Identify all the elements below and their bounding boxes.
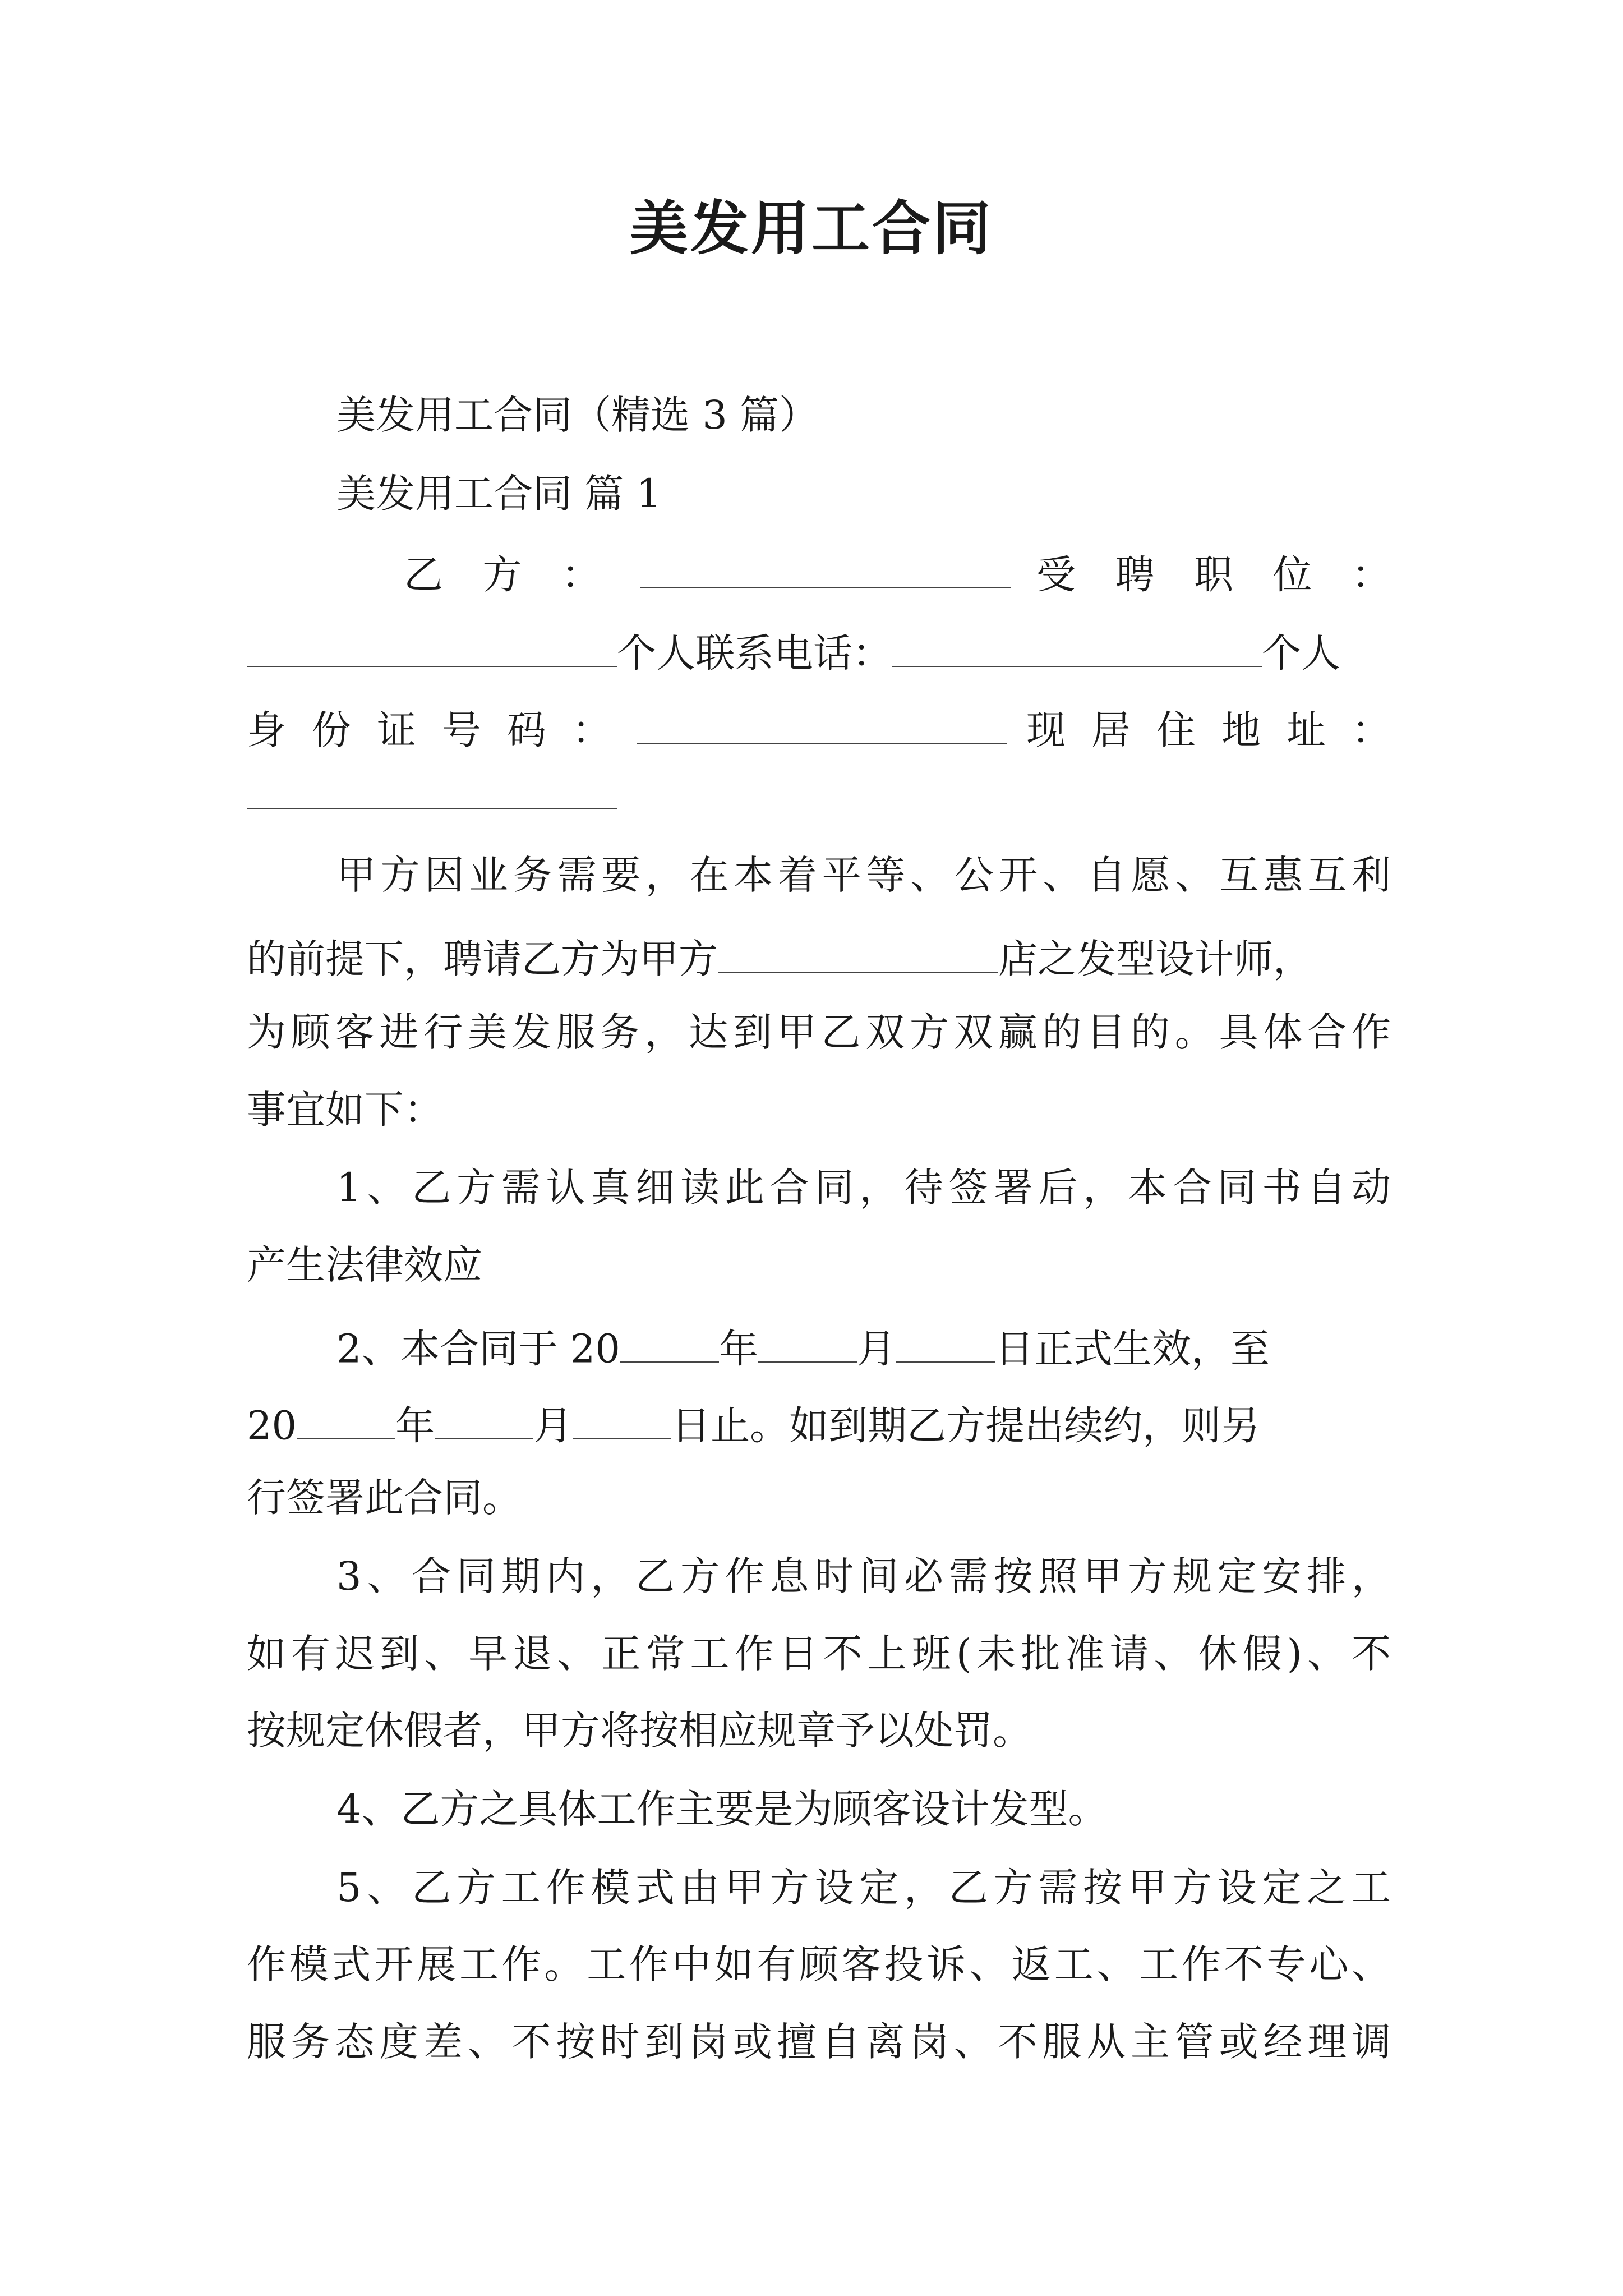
- party-b-blank: [640, 550, 1011, 588]
- id-line: [247, 705, 1391, 753]
- end-month-blank: [435, 1401, 533, 1439]
- id-prefix: 个人: [1262, 630, 1340, 677]
- intro-line-3: 为顾客进行美发服务，达到甲乙双方双赢的目的。具体合作: [247, 1009, 1391, 1055]
- clause-4: 4、乙方之具体工作主要是为顾客设计发型。: [336, 1786, 1108, 1832]
- phone-blank: [892, 628, 1262, 667]
- intro-line-1: 甲方因业务需要，在本着平等、公开、自愿、互惠互利: [336, 852, 1391, 898]
- document-title: 美发用工合同: [629, 194, 993, 263]
- clause-5-line-1: 5、乙方工作模式由甲方设定，乙方需按甲方设定之工: [336, 1865, 1391, 1911]
- clause-3-line-2: 如有迟到、早退、正常工作日不上班(未批准请、休假)、不: [247, 1631, 1391, 1677]
- id-label: 身 份 证 号 码 ：: [247, 707, 618, 753]
- party-b-line: [404, 550, 1391, 598]
- party-b-label: 乙 方 ：: [404, 551, 615, 598]
- clause-5-line-3: 服务态度差、不按时到岗或擅自离岗、不服从主管或经理调: [247, 2019, 1391, 2065]
- clause-2-line-2: 20 年 月 日止。如到期乙方提出续约，则另: [247, 1401, 1391, 1446]
- phone-label: 个人联系电话：: [617, 630, 892, 677]
- start-year-blank: [620, 1324, 719, 1363]
- start-month-blank: [758, 1324, 857, 1363]
- position-blank: [247, 628, 617, 667]
- clause-3-line-3: 按规定休假者，甲方将按相应规章予以处罚。: [247, 1708, 1032, 1754]
- intro-line-2: 的前提下，聘请乙方为甲方 店之发型设计师，: [247, 934, 1391, 979]
- clause-2-line-1: 2、本合同于 20 年 月 日正式生效，至: [336, 1324, 1391, 1369]
- clause-2-line-3: 行签署此合同。: [247, 1475, 522, 1521]
- phone-line: [247, 628, 1391, 677]
- address-blank: [247, 808, 617, 809]
- document-subtitle: 美发用工合同（精选 3 篇）: [336, 392, 819, 438]
- clause-1-line-2: 产生法律效应: [247, 1242, 482, 1288]
- end-year-blank: [297, 1401, 395, 1439]
- clause-5-line-2: 作模式开展工作。工作中如有顾客投诉、返工、工作不专心、: [247, 1941, 1391, 1987]
- id-blank: [637, 705, 1007, 744]
- position-label: 受 聘 职 位 ：: [1036, 551, 1391, 598]
- clause-1-line-1: 1、乙方需认真细读此合同，待签署后，本合同书自动: [336, 1165, 1391, 1211]
- end-day-blank: [573, 1401, 671, 1439]
- store-name-blank: [718, 934, 998, 973]
- address-label: 现 居 住 地 址 ：: [1026, 707, 1391, 753]
- clause-3-line-1: 3、合同期内，乙方作息时间必需按照甲方规定安排，: [336, 1553, 1391, 1599]
- start-day-blank: [896, 1324, 995, 1363]
- intro-line-4: 事宜如下：: [247, 1087, 443, 1133]
- section-heading: 美发用工合同 篇 1: [336, 471, 662, 517]
